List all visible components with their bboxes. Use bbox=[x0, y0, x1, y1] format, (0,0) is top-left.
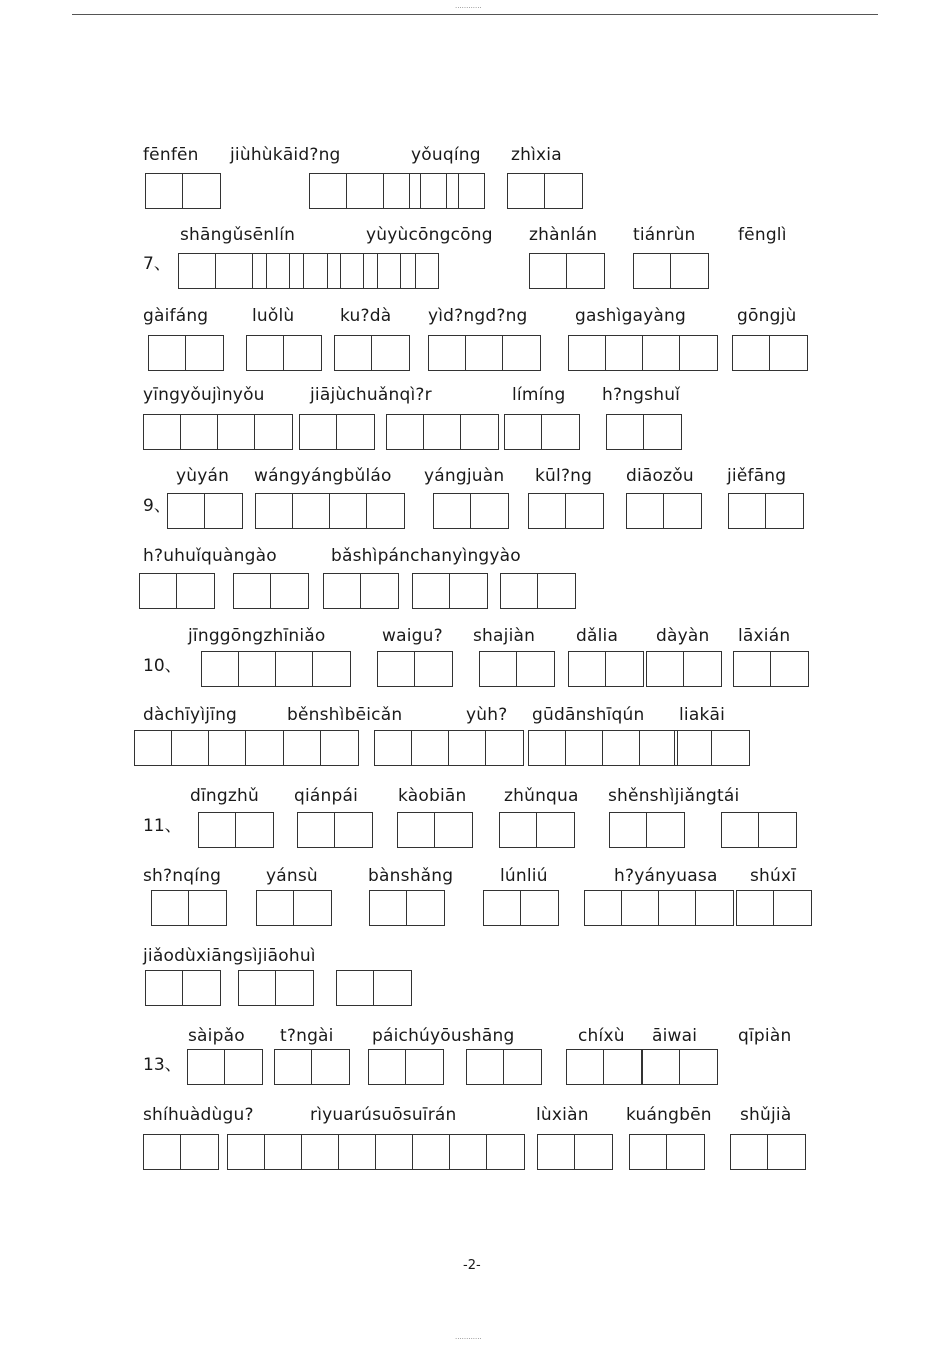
character-box[interactable] bbox=[610, 813, 647, 847]
character-grid[interactable] bbox=[609, 812, 685, 848]
character-grid[interactable] bbox=[336, 970, 412, 1006]
character-grid[interactable] bbox=[528, 730, 678, 766]
pinyin-prompt: yǒuqíng bbox=[411, 145, 481, 165]
character-box[interactable] bbox=[149, 336, 186, 370]
character-box[interactable] bbox=[407, 891, 444, 925]
character-box[interactable] bbox=[310, 174, 347, 208]
character-box[interactable] bbox=[461, 415, 498, 449]
pinyin-prompt: sàipǎo bbox=[188, 1026, 245, 1046]
pinyin-prompt: lùxiàn bbox=[536, 1105, 589, 1125]
character-box[interactable] bbox=[484, 891, 521, 925]
pinyin-prompt: jiājùchuǎnqì?r bbox=[310, 385, 432, 405]
character-box[interactable] bbox=[627, 494, 664, 528]
pinyin-prompt: yánsù bbox=[266, 866, 318, 886]
character-box[interactable] bbox=[696, 891, 733, 925]
pinyin-prompt: dàyàn bbox=[656, 626, 710, 646]
character-box[interactable] bbox=[412, 731, 449, 765]
character-box[interactable] bbox=[667, 1135, 704, 1169]
character-grid[interactable] bbox=[233, 573, 309, 609]
character-box[interactable] bbox=[294, 891, 331, 925]
character-box[interactable] bbox=[387, 415, 424, 449]
character-grid[interactable] bbox=[297, 812, 373, 848]
pinyin-prompt: h?ngshuǐ bbox=[602, 385, 681, 405]
character-box[interactable] bbox=[415, 652, 452, 686]
character-box[interactable] bbox=[186, 336, 223, 370]
character-grid[interactable] bbox=[283, 730, 359, 766]
character-box[interactable] bbox=[647, 652, 684, 686]
character-box[interactable] bbox=[643, 336, 680, 370]
pinyin-prompt: lāxián bbox=[738, 626, 791, 646]
character-box[interactable] bbox=[271, 574, 308, 608]
character-box[interactable] bbox=[202, 652, 239, 686]
character-box[interactable] bbox=[659, 891, 696, 925]
character-grid[interactable] bbox=[736, 890, 812, 926]
character-box[interactable] bbox=[337, 415, 374, 449]
character-box[interactable] bbox=[680, 1050, 717, 1084]
pinyin-prompt: luǒlù bbox=[252, 306, 295, 326]
character-grid[interactable] bbox=[642, 1049, 718, 1085]
character-box[interactable] bbox=[181, 1135, 218, 1169]
pinyin-prompt: zhànlán bbox=[529, 225, 598, 245]
character-box[interactable] bbox=[766, 494, 803, 528]
character-box[interactable] bbox=[370, 891, 407, 925]
character-box[interactable] bbox=[413, 1135, 450, 1169]
character-grid[interactable] bbox=[409, 173, 485, 209]
character-box[interactable] bbox=[569, 652, 606, 686]
character-box[interactable] bbox=[183, 174, 220, 208]
character-box[interactable] bbox=[367, 494, 404, 528]
character-box[interactable] bbox=[216, 254, 253, 288]
character-box[interactable] bbox=[330, 494, 367, 528]
character-box[interactable] bbox=[770, 336, 807, 370]
character-box[interactable] bbox=[634, 254, 671, 288]
character-grid[interactable] bbox=[145, 970, 221, 1006]
pinyin-prompt: yùh? bbox=[466, 705, 508, 725]
character-box[interactable] bbox=[188, 1050, 225, 1084]
page-number: -2- bbox=[463, 1258, 481, 1273]
question-number: 10、 bbox=[143, 656, 182, 676]
character-box[interactable] bbox=[424, 415, 461, 449]
pinyin-prompt: lúnliú bbox=[500, 866, 548, 886]
character-grid[interactable] bbox=[167, 493, 243, 529]
character-box[interactable] bbox=[575, 1135, 612, 1169]
character-box[interactable] bbox=[144, 415, 181, 449]
pinyin-prompt: shajiàn bbox=[473, 626, 536, 646]
character-grid[interactable] bbox=[646, 651, 722, 687]
character-grid[interactable] bbox=[143, 414, 293, 450]
character-box[interactable] bbox=[189, 891, 226, 925]
character-box[interactable] bbox=[429, 336, 466, 370]
character-box[interactable] bbox=[181, 415, 218, 449]
character-box[interactable] bbox=[450, 574, 487, 608]
character-box[interactable] bbox=[508, 174, 545, 208]
character-box[interactable] bbox=[256, 494, 293, 528]
character-box[interactable] bbox=[734, 652, 771, 686]
footer-dots: ............ bbox=[455, 1333, 482, 1341]
character-box[interactable] bbox=[337, 971, 374, 1005]
character-box[interactable] bbox=[361, 574, 398, 608]
character-box[interactable] bbox=[643, 1050, 680, 1084]
character-grid[interactable] bbox=[674, 730, 750, 766]
character-box[interactable] bbox=[504, 1050, 541, 1084]
character-grid[interactable] bbox=[499, 812, 575, 848]
character-grid[interactable] bbox=[187, 1049, 263, 1085]
character-grid[interactable] bbox=[483, 890, 559, 926]
character-box[interactable] bbox=[239, 971, 276, 1005]
character-box[interactable] bbox=[622, 891, 659, 925]
character-box[interactable] bbox=[569, 336, 606, 370]
pinyin-prompt: jiǎodùxiāngsìjiāohuì bbox=[143, 946, 316, 966]
character-box[interactable] bbox=[604, 1050, 641, 1084]
pinyin-prompt: límíng bbox=[512, 385, 566, 405]
question-number: 9、 bbox=[143, 496, 171, 516]
character-box[interactable] bbox=[205, 494, 242, 528]
character-box[interactable] bbox=[247, 336, 284, 370]
pinyin-prompt: zhǔnqua bbox=[504, 786, 579, 806]
pinyin-prompt: bǎshìpánchanyìngyào bbox=[331, 546, 521, 566]
character-grid[interactable] bbox=[507, 173, 583, 209]
pinyin-prompt: āiwai bbox=[652, 1026, 698, 1046]
pinyin-prompt: shúxī bbox=[750, 866, 797, 886]
pinyin-prompt: sh?nqíng bbox=[143, 866, 222, 886]
character-box[interactable] bbox=[265, 1135, 302, 1169]
character-box[interactable] bbox=[737, 891, 774, 925]
character-box[interactable] bbox=[246, 731, 283, 765]
character-box[interactable] bbox=[398, 813, 435, 847]
character-grid[interactable] bbox=[537, 1134, 613, 1170]
pinyin-prompt: shǔjià bbox=[740, 1105, 792, 1125]
character-box[interactable] bbox=[675, 731, 712, 765]
character-box[interactable] bbox=[168, 494, 205, 528]
character-box[interactable] bbox=[630, 1135, 667, 1169]
character-box[interactable] bbox=[199, 813, 236, 847]
character-grid[interactable] bbox=[566, 1049, 642, 1085]
character-grid[interactable] bbox=[148, 335, 224, 371]
character-box[interactable] bbox=[313, 652, 350, 686]
pinyin-prompt: kūl?ng bbox=[535, 466, 593, 486]
character-box[interactable] bbox=[255, 415, 292, 449]
character-box[interactable] bbox=[152, 891, 189, 925]
character-grid[interactable] bbox=[274, 1049, 350, 1085]
character-box[interactable] bbox=[275, 1050, 312, 1084]
header-dots: ............ bbox=[455, 2, 482, 10]
character-box[interactable] bbox=[364, 254, 401, 288]
character-grid[interactable] bbox=[412, 573, 488, 609]
character-box[interactable] bbox=[146, 174, 183, 208]
character-grid[interactable] bbox=[368, 1049, 444, 1085]
character-box[interactable] bbox=[135, 731, 172, 765]
pinyin-prompt: qiánpái bbox=[294, 786, 359, 806]
pinyin-prompt: páichúyōushāng bbox=[372, 1026, 515, 1046]
character-grid[interactable] bbox=[528, 493, 604, 529]
character-grid[interactable] bbox=[721, 812, 797, 848]
character-box[interactable] bbox=[146, 971, 183, 1005]
character-grid[interactable] bbox=[629, 1134, 705, 1170]
character-box[interactable] bbox=[372, 336, 409, 370]
character-grid[interactable] bbox=[733, 651, 809, 687]
character-grid[interactable] bbox=[256, 890, 332, 926]
character-box[interactable] bbox=[537, 813, 574, 847]
character-box[interactable] bbox=[606, 336, 643, 370]
character-box[interactable] bbox=[585, 891, 622, 925]
character-box[interactable] bbox=[239, 652, 276, 686]
character-grid[interactable] bbox=[397, 812, 473, 848]
character-box[interactable] bbox=[413, 574, 450, 608]
character-box[interactable] bbox=[172, 731, 209, 765]
pinyin-prompt: gōngjù bbox=[737, 306, 797, 326]
character-box[interactable] bbox=[647, 813, 684, 847]
character-box[interactable] bbox=[538, 1135, 575, 1169]
character-box[interactable] bbox=[640, 731, 677, 765]
pinyin-prompt: zhìxia bbox=[511, 145, 562, 165]
character-grid[interactable] bbox=[606, 414, 682, 450]
character-grid[interactable] bbox=[428, 335, 541, 371]
character-grid[interactable] bbox=[433, 493, 509, 529]
pinyin-prompt: rìyuarúsuōsuīrán bbox=[310, 1105, 457, 1125]
character-grid[interactable] bbox=[145, 173, 221, 209]
character-box[interactable] bbox=[529, 494, 566, 528]
character-box[interactable] bbox=[566, 494, 603, 528]
pinyin-prompt: dàchīyìjīng bbox=[143, 705, 238, 725]
character-grid[interactable] bbox=[134, 730, 284, 766]
character-box[interactable] bbox=[284, 731, 321, 765]
character-box[interactable] bbox=[450, 1135, 487, 1169]
character-grid[interactable] bbox=[568, 335, 718, 371]
character-box[interactable] bbox=[401, 254, 438, 288]
character-box[interactable] bbox=[759, 813, 796, 847]
character-grid[interactable] bbox=[500, 573, 576, 609]
character-box[interactable] bbox=[567, 1050, 604, 1084]
character-box[interactable] bbox=[140, 574, 177, 608]
character-box[interactable] bbox=[664, 494, 701, 528]
character-grid[interactable] bbox=[255, 493, 405, 529]
character-grid[interactable] bbox=[369, 890, 445, 926]
character-box[interactable] bbox=[501, 574, 538, 608]
character-box[interactable] bbox=[606, 652, 643, 686]
pinyin-prompt: tiánrùn bbox=[633, 225, 696, 245]
character-box[interactable] bbox=[733, 336, 770, 370]
character-box[interactable] bbox=[369, 1050, 406, 1084]
pinyin-prompt: yīngyǒujìnyǒu bbox=[143, 385, 265, 405]
character-box[interactable] bbox=[466, 336, 503, 370]
character-grid[interactable] bbox=[584, 890, 734, 926]
character-box[interactable] bbox=[257, 891, 294, 925]
character-grid[interactable] bbox=[201, 651, 351, 687]
header-rule bbox=[72, 14, 878, 15]
character-box[interactable] bbox=[486, 731, 523, 765]
character-grid[interactable] bbox=[246, 335, 322, 371]
character-box[interactable] bbox=[771, 652, 808, 686]
character-box[interactable] bbox=[298, 813, 335, 847]
pinyin-prompt: shíhuàdùgu? bbox=[143, 1105, 254, 1125]
pinyin-prompt: ku?dà bbox=[340, 306, 392, 326]
character-box[interactable] bbox=[410, 174, 447, 208]
pinyin-prompt: gūdānshīqún bbox=[532, 705, 645, 725]
character-box[interactable] bbox=[267, 254, 304, 288]
character-box[interactable] bbox=[376, 1135, 413, 1169]
character-box[interactable] bbox=[177, 574, 214, 608]
character-box[interactable] bbox=[521, 891, 558, 925]
character-box[interactable] bbox=[607, 415, 644, 449]
character-box[interactable] bbox=[542, 415, 579, 449]
pinyin-prompt: kàobiān bbox=[398, 786, 467, 806]
character-box[interactable] bbox=[218, 415, 255, 449]
character-box[interactable] bbox=[321, 731, 358, 765]
character-box[interactable] bbox=[293, 494, 330, 528]
character-grid[interactable] bbox=[139, 573, 215, 609]
character-grid[interactable] bbox=[730, 1134, 806, 1170]
character-box[interactable] bbox=[144, 1135, 181, 1169]
character-box[interactable] bbox=[530, 254, 567, 288]
pinyin-prompt: shěnshìjiǎngtái bbox=[608, 786, 740, 806]
character-box[interactable] bbox=[671, 254, 708, 288]
character-box[interactable] bbox=[774, 891, 811, 925]
character-box[interactable] bbox=[500, 813, 537, 847]
character-box[interactable] bbox=[471, 494, 508, 528]
character-box[interactable] bbox=[545, 174, 582, 208]
pinyin-prompt: dǎlia bbox=[576, 626, 619, 646]
character-grid[interactable] bbox=[299, 414, 375, 450]
character-box[interactable] bbox=[529, 731, 566, 765]
pinyin-prompt: yìd?ngd?ng bbox=[428, 306, 528, 326]
pinyin-prompt: liakāi bbox=[679, 705, 726, 725]
character-box[interactable] bbox=[302, 1135, 339, 1169]
character-box[interactable] bbox=[644, 415, 681, 449]
character-grid[interactable] bbox=[728, 493, 804, 529]
character-grid[interactable] bbox=[633, 253, 709, 289]
character-box[interactable] bbox=[434, 494, 471, 528]
pinyin-prompt: gashìgayàng bbox=[575, 306, 687, 326]
character-box[interactable] bbox=[467, 1050, 504, 1084]
character-box[interactable] bbox=[234, 574, 271, 608]
pinyin-prompt: t?ngài bbox=[280, 1026, 334, 1046]
pinyin-prompt: waigu? bbox=[382, 626, 443, 646]
character-box[interactable] bbox=[375, 731, 412, 765]
character-box[interactable] bbox=[731, 1135, 768, 1169]
character-box[interactable] bbox=[684, 652, 721, 686]
character-grid[interactable] bbox=[466, 1049, 542, 1085]
pinyin-prompt: qīpiàn bbox=[738, 1026, 792, 1046]
character-box[interactable] bbox=[347, 174, 384, 208]
character-box[interactable] bbox=[435, 813, 472, 847]
question-number: 13、 bbox=[143, 1055, 182, 1075]
character-box[interactable] bbox=[567, 254, 604, 288]
pinyin-prompt: běnshìbēicǎn bbox=[287, 705, 403, 725]
pinyin-prompt: diāozǒu bbox=[626, 466, 694, 486]
character-box[interactable] bbox=[209, 731, 246, 765]
character-box[interactable] bbox=[378, 652, 415, 686]
character-grid[interactable] bbox=[334, 335, 410, 371]
character-grid[interactable] bbox=[504, 414, 580, 450]
character-grid[interactable] bbox=[227, 1134, 525, 1170]
pinyin-prompt: jiěfāng bbox=[727, 466, 787, 486]
character-box[interactable] bbox=[335, 336, 372, 370]
character-box[interactable] bbox=[680, 336, 717, 370]
character-box[interactable] bbox=[566, 731, 603, 765]
character-box[interactable] bbox=[374, 971, 411, 1005]
character-grid[interactable] bbox=[323, 573, 399, 609]
pinyin-prompt: kuángbēn bbox=[626, 1105, 712, 1125]
character-grid[interactable] bbox=[143, 1134, 219, 1170]
character-grid[interactable] bbox=[363, 253, 439, 289]
question-number: 11、 bbox=[143, 816, 182, 836]
character-box[interactable] bbox=[236, 813, 273, 847]
character-box[interactable] bbox=[768, 1135, 805, 1169]
character-box[interactable] bbox=[487, 1135, 524, 1169]
pinyin-prompt: wángyángbǔláo bbox=[254, 466, 392, 486]
pinyin-prompt: yùyùcōngcōng bbox=[366, 225, 493, 245]
character-box[interactable] bbox=[505, 415, 542, 449]
character-box[interactable] bbox=[324, 574, 361, 608]
pinyin-prompt: chíxù bbox=[578, 1026, 625, 1046]
character-box[interactable] bbox=[538, 574, 575, 608]
character-box[interactable] bbox=[312, 1050, 349, 1084]
character-grid[interactable] bbox=[529, 253, 605, 289]
pinyin-prompt: bànshǎng bbox=[368, 866, 454, 886]
character-box[interactable] bbox=[406, 1050, 443, 1084]
character-box[interactable] bbox=[335, 813, 372, 847]
character-grid[interactable] bbox=[479, 651, 555, 687]
character-box[interactable] bbox=[225, 1050, 262, 1084]
character-box[interactable] bbox=[228, 1135, 265, 1169]
pinyin-prompt: gàifáng bbox=[143, 306, 209, 326]
pinyin-prompt: fēnfēn bbox=[143, 145, 199, 165]
character-box[interactable] bbox=[503, 336, 540, 370]
character-box[interactable] bbox=[276, 652, 313, 686]
character-box[interactable] bbox=[517, 652, 554, 686]
character-grid[interactable] bbox=[732, 335, 808, 371]
character-grid[interactable] bbox=[626, 493, 702, 529]
character-box[interactable] bbox=[722, 813, 759, 847]
character-box[interactable] bbox=[183, 971, 220, 1005]
pinyin-prompt: shāngǔsēnlín bbox=[180, 225, 296, 245]
character-grid[interactable] bbox=[386, 414, 499, 450]
character-box[interactable] bbox=[449, 731, 486, 765]
pinyin-prompt: fēnglì bbox=[738, 225, 787, 245]
question-number: 7、 bbox=[143, 254, 171, 274]
character-box[interactable] bbox=[729, 494, 766, 528]
character-box[interactable] bbox=[284, 336, 321, 370]
pinyin-prompt: yángjuàn bbox=[424, 466, 505, 486]
character-grid[interactable] bbox=[198, 812, 274, 848]
pinyin-prompt: jiùhùkāid?ng bbox=[230, 145, 341, 165]
character-grid[interactable] bbox=[568, 651, 644, 687]
character-grid[interactable] bbox=[374, 730, 524, 766]
pinyin-prompt: h?yányuasa bbox=[614, 866, 718, 886]
pinyin-prompt: jīnggōngzhīniǎo bbox=[188, 626, 326, 646]
pinyin-prompt: dīngzhǔ bbox=[190, 786, 259, 806]
character-box[interactable] bbox=[447, 174, 484, 208]
character-box[interactable] bbox=[300, 415, 337, 449]
character-box[interactable] bbox=[276, 971, 313, 1005]
pinyin-prompt: h?uhuǐquàngào bbox=[143, 546, 277, 566]
character-grid[interactable] bbox=[151, 890, 227, 926]
character-box[interactable] bbox=[304, 254, 341, 288]
character-box[interactable] bbox=[712, 731, 749, 765]
character-box[interactable] bbox=[179, 254, 216, 288]
character-box[interactable] bbox=[339, 1135, 376, 1169]
character-grid[interactable] bbox=[238, 970, 314, 1006]
character-box[interactable] bbox=[603, 731, 640, 765]
pinyin-prompt: yùyán bbox=[176, 466, 230, 486]
character-box[interactable] bbox=[480, 652, 517, 686]
character-grid[interactable] bbox=[377, 651, 453, 687]
